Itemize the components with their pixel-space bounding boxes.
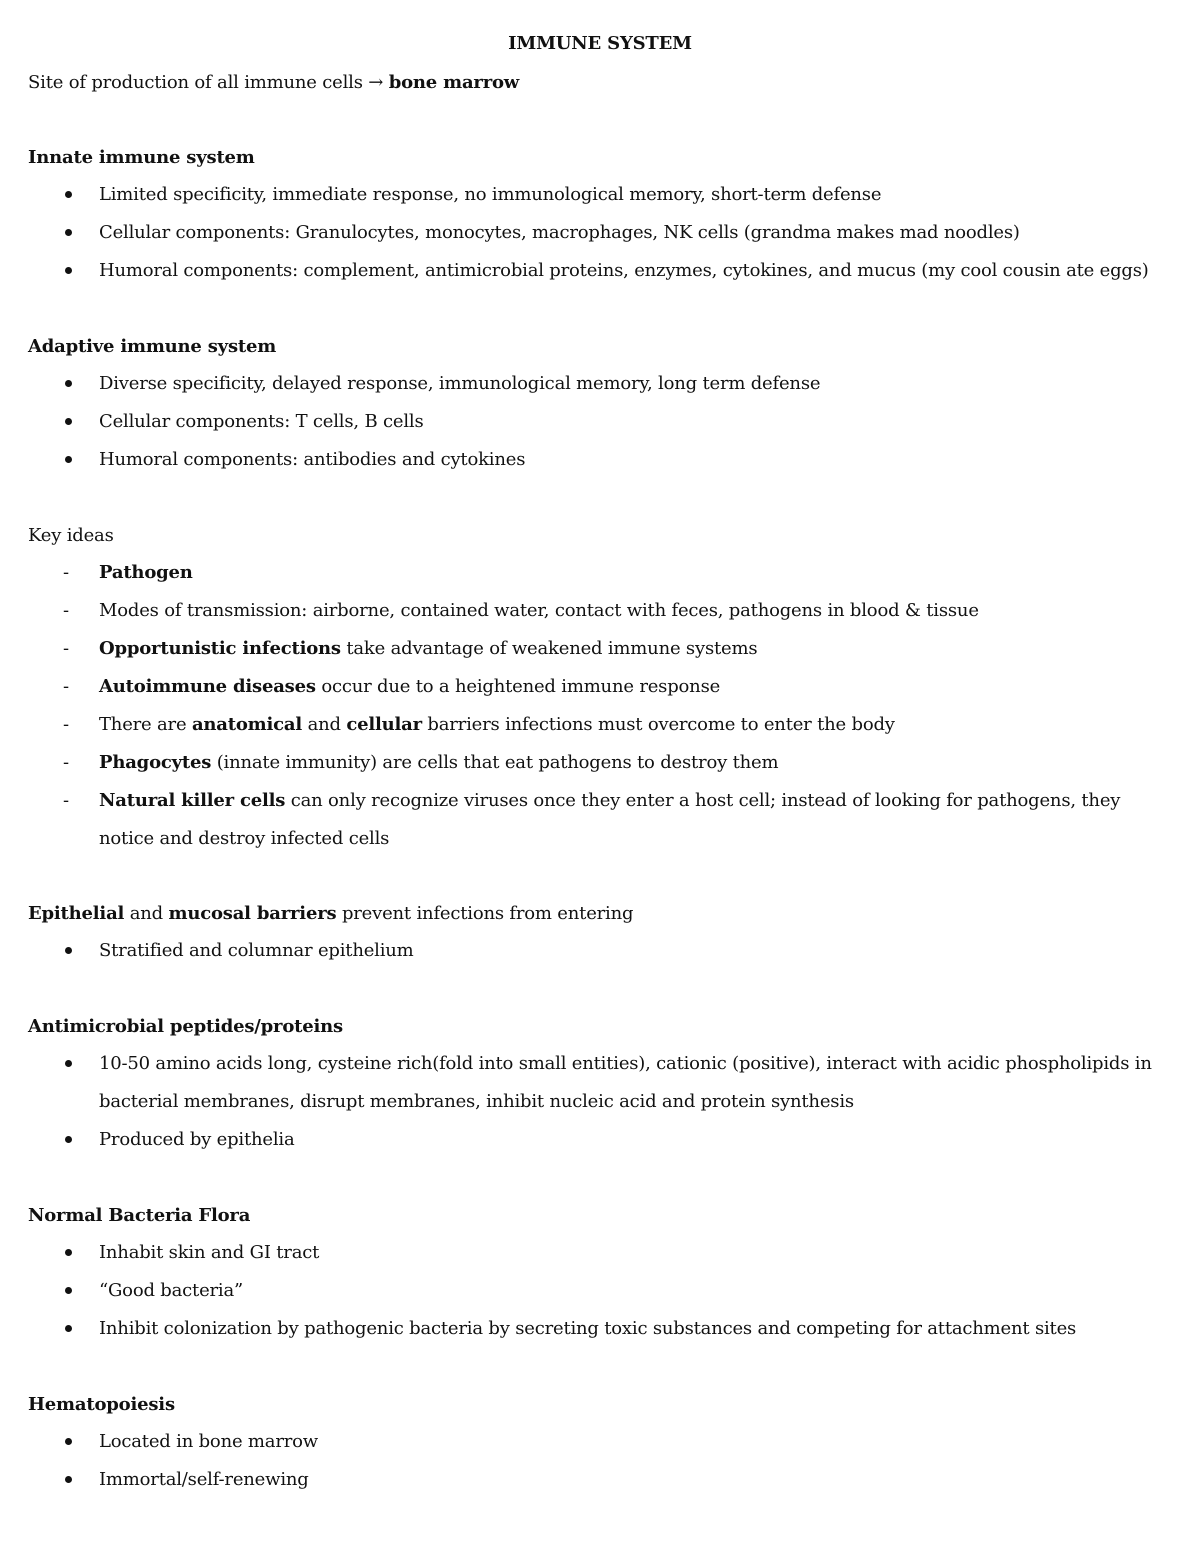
flora-item-1: Inhabit skin and GI tract [99,1234,1179,1272]
flora-item-2: “Good bacteria” [99,1272,1179,1310]
innate-item-2: Cellular components: Granulocytes, monocytes, macrophages, NK cells (grandma makes mad noodles) [99,214,1179,252]
key-idea-1: - Pathogen [99,554,1179,592]
key-ideas-heading: Key ideas [28,525,114,546]
innate-item-1: Limited specificity, immediate response, no immunological memory, short-term defense [99,176,1179,214]
page-title: IMMUNE SYSTEM [508,33,692,54]
adaptive-item-3: Humoral components: antibodies and cytokines [99,441,1179,479]
hematopoiesis-heading: Hematopoiesis [28,1394,175,1415]
adaptive-item-2: Cellular components: T cells, B cells [99,403,1179,441]
adaptive-heading: Adaptive immune system [28,336,277,357]
key-idea-5: - There are anatomical and cellular barriers infections must overcome to enter the body [99,706,1179,744]
right-arrow-icon: → [368,72,384,93]
innate-heading: Innate immune system [28,147,255,168]
flora-heading: Normal Bacteria Flora [28,1205,251,1226]
intro-line [28,70,519,96]
key-idea-6: - Phagocytes (innate immunity) are cells that eat pathogens to destroy them [99,744,1179,782]
epithelial-item-1: Stratified and columnar epithelium [99,932,1179,970]
hematopoiesis-item-2: Immortal/self-renewing [99,1461,1179,1499]
hematopoiesis-item-1: Located in bone marrow [99,1423,1179,1461]
epithelial-heading: Epithelial and mucosal barriers prevent infections from entering [28,903,634,924]
intro-text: Site of production of all immune cells [28,72,363,93]
antimicrobial-heading: Antimicrobial peptides/proteins [28,1016,343,1037]
adaptive-item-1: Diverse specificity, delayed response, immunological memory, long term defense [99,365,1179,403]
intro-bold: bone marrow [388,72,520,93]
key-idea-3: - Opportunistic infections take advantage of weakened immune systems [99,630,1179,668]
innate-item-3: Humoral components: complement, antimicrobial proteins, enzymes, cytokines, and mucus (my cool cousin ate eggs) [99,252,1179,290]
flora-item-3: Inhibit colonization by pathogenic bacteria by secreting toxic substances and competing for attachment sites [99,1310,1179,1348]
antimicrobial-item-1: 10-50 amino acids long, cysteine rich(fold into small entities), cationic (positive), interact with acidic phospholipids in bacterial membranes, disrupt membranes, inhibit nucleic acid and protein synthesis [99,1045,1179,1121]
key-idea-2: - Modes of transmission: airborne, contained water, contact with feces, pathogens in blood & tissue [99,592,1179,630]
key-idea-4: - Autoimmune diseases occur due to a heightened immune response [99,668,1179,706]
key-idea-7: - Natural killer cells can only recognize viruses once they enter a host cell; instead of looking for pathogens, they notice and destroy infected cells [99,782,1179,858]
antimicrobial-item-2: Produced by epithelia [99,1121,1179,1159]
